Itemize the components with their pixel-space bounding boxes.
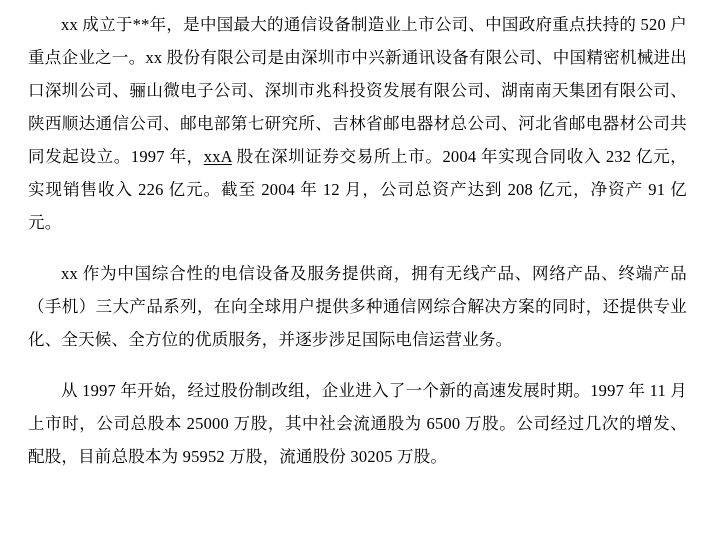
paragraph-2 [28, 257, 687, 356]
underlined-text-run: xxA [203, 147, 232, 166]
text-run: 从 1997 年开始，经过股份制改组，企业进入了一个新的高速发展时期。1997 年 11 月上市时，公司总股本 25000 万股，其中社会流通股为 6500 万股。公司经过几次的增发、配股，目前总股本为 95952 万股，流通股份 30205 万股。 [28, 381, 687, 466]
paragraph-1 [28, 8, 687, 239]
text-run: xx 成立于**年，是中国最大的通信设备制造业上市公司、中国政府重点扶持的 520 户重点企业之一。xx 股份有限公司是由深圳市中兴新通讯设备有限公司、中国精密机械进出口深圳公司、骊山微电子公司、深圳市兆科投资发展有限公司、湖南南天集团有限公司、陕西顺达通信公司、邮电部第七研究所、吉林省邮电器材总公司、河北省邮电器材公司共同发起设立。1997 年， [28, 15, 687, 166]
paragraph-3 [28, 374, 687, 473]
text-run: xx 作为中国综合性的电信设备及服务提供商，拥有无线产品、网络产品、终端产品（手机）三大产品系列，在向全球用户提供多种通信网综合解决方案的同时，还提供专业化、全天候、全方位的优质服务，并逐步涉足国际电信运营业务。 [28, 264, 687, 349]
text-run: 股在深圳证券交易所上市。2004 年实现合同收入 232 亿元，实现销售收入 226 亿元。截至 2004 年 12 月，公司总资产达到 208 亿元，净资产 91 亿元。 [28, 147, 687, 232]
